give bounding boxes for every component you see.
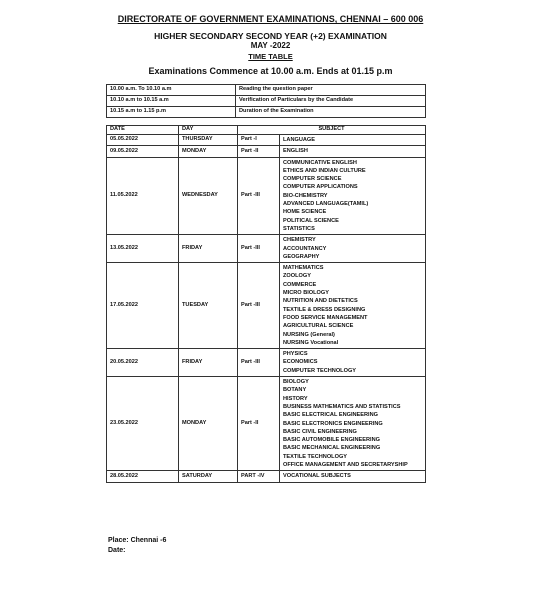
subject-item: VOCATIONAL SUBJECTS bbox=[283, 473, 351, 480]
footer-date: Date: bbox=[108, 547, 126, 554]
timetable-row bbox=[107, 349, 426, 377]
exam-date: 11.05.2022 bbox=[107, 157, 179, 235]
subject-item: POLITICAL SCIENCE bbox=[283, 217, 339, 224]
exam-date: 05.05.2022 bbox=[107, 135, 179, 146]
subject-item: ACCOUNTANCY bbox=[283, 245, 327, 252]
exam-date: 09.05.2022 bbox=[107, 146, 179, 157]
schedule-activity: Reading the question paper bbox=[236, 85, 426, 96]
exam-day: MONDAY bbox=[179, 146, 238, 157]
doc-type: TIME TABLE bbox=[248, 52, 293, 61]
timetable-row bbox=[107, 146, 426, 157]
exam-subjects bbox=[280, 263, 426, 349]
schedule-activity: Verification of Particulars by the Candidate bbox=[236, 96, 426, 107]
schedule-row bbox=[107, 85, 426, 96]
timetable-row bbox=[107, 135, 426, 146]
subject-item: STATISTICS bbox=[283, 225, 315, 232]
subject-item: COMMUNICATIVE ENGLISH bbox=[283, 159, 357, 166]
exam-subjects bbox=[280, 377, 426, 471]
exam-part: Part -III bbox=[238, 263, 280, 349]
timetable-row bbox=[107, 235, 426, 263]
col-header-subject: SUBJECT bbox=[238, 126, 426, 135]
subject-item: MICRO BIOLOGY bbox=[283, 290, 329, 297]
exam-day: THURSDAY bbox=[179, 135, 238, 146]
exam-date: 20.05.2022 bbox=[107, 349, 179, 377]
col-header-date: DATE bbox=[107, 126, 179, 135]
subject-item: OFFICE MANAGEMENT AND SECRETARYSHIP bbox=[283, 461, 408, 468]
subject-item: FOOD SERVICE MANAGEMENT bbox=[283, 314, 368, 321]
schedule-table bbox=[106, 84, 426, 118]
subject-item: ECONOMICS bbox=[283, 359, 318, 366]
schedule-row bbox=[107, 107, 426, 118]
exam-part: Part -III bbox=[238, 157, 280, 235]
subject-item: COMPUTER APPLICATIONS bbox=[283, 184, 358, 191]
exam-day: WEDNESDAY bbox=[179, 157, 238, 235]
exam-session: MAY -2022 bbox=[250, 41, 291, 50]
exam-subjects bbox=[280, 471, 426, 482]
subject-item: CHEMISTRY bbox=[283, 237, 316, 244]
subject-item: BOTANY bbox=[283, 387, 307, 394]
subject-item: GEOGRAPHY bbox=[283, 253, 320, 260]
exam-date: 28.05.2022 bbox=[107, 471, 179, 482]
subject-item: TEXTILE & DRESS DESIGNING bbox=[283, 306, 366, 313]
exam-part: PART -IV bbox=[238, 471, 280, 482]
footer bbox=[108, 536, 166, 556]
exam-date: 17.05.2022 bbox=[107, 263, 179, 349]
exam-subjects bbox=[280, 349, 426, 377]
exam-day: TUESDAY bbox=[179, 263, 238, 349]
exam-timing: Examinations Commence at 10.00 a.m. Ends at 01.15 p.m bbox=[148, 66, 393, 76]
exam-part: Part -II bbox=[238, 377, 280, 471]
subject-item: NURSING Vocational bbox=[283, 339, 339, 346]
subject-item: ADVANCED LANGUAGE(TAMIL) bbox=[283, 201, 369, 208]
timetable-row bbox=[107, 377, 426, 471]
timetable-body bbox=[107, 126, 426, 483]
exam-day: SATURDAY bbox=[179, 471, 238, 482]
footer-place: Place: Chennai -6 bbox=[108, 537, 167, 544]
exam-date: 23.05.2022 bbox=[107, 377, 179, 471]
subject-item: BIO-CHEMISTRY bbox=[283, 192, 328, 199]
schedule-activity: Duration of the Examination bbox=[236, 107, 426, 118]
schedule-row bbox=[107, 96, 426, 107]
timetable-header-row bbox=[107, 126, 426, 135]
directorate-title: DIRECTORATE OF GOVERNMENT EXAMINATIONS, CHENNAI – 600 006 bbox=[117, 14, 424, 24]
subject-item: HOME SCIENCE bbox=[283, 209, 327, 216]
schedule-time: 10.15 a.m to 1.15 p.m bbox=[107, 107, 236, 118]
schedule-time: 10.00 a.m. To 10.10 a.m bbox=[107, 85, 236, 96]
exam-part: Part -III bbox=[238, 349, 280, 377]
exam-day: MONDAY bbox=[179, 377, 238, 471]
exam-subjects bbox=[280, 135, 426, 146]
subject-item: BASIC ELECTRICAL ENGINEERING bbox=[283, 412, 378, 419]
subject-item: BASIC MECHANICAL ENGINEERING bbox=[283, 445, 381, 452]
subject-item: COMMERCE bbox=[283, 281, 317, 288]
exam-subjects bbox=[280, 235, 426, 263]
subject-item: BIOLOGY bbox=[283, 379, 309, 386]
subject-item: LANGUAGE bbox=[283, 137, 316, 143]
exam-subjects bbox=[280, 157, 426, 235]
subject-item: AGRICULTURAL SCIENCE bbox=[283, 323, 354, 330]
subject-item: BUSINESS MATHEMATICS AND STATISTICS bbox=[283, 403, 401, 410]
subject-item: BASIC AUTOMOBILE ENGINEERING bbox=[283, 437, 380, 444]
subject-item: HISTORY bbox=[283, 395, 308, 402]
subject-item: NURSING (General) bbox=[283, 331, 335, 338]
subject-item: ENGLISH bbox=[283, 148, 308, 155]
exam-part: Part -II bbox=[238, 146, 280, 157]
subject-item: BASIC CIVIL ENGINEERING bbox=[283, 428, 357, 435]
subject-item: ZOOLOGY bbox=[283, 273, 311, 280]
subject-item: BASIC ELECTRONICS ENGINEERING bbox=[283, 420, 383, 427]
exam-subjects bbox=[280, 146, 426, 157]
subject-item: ETHICS AND INDIAN CULTURE bbox=[283, 167, 366, 174]
subject-item: NUTRITION AND DIETETICS bbox=[283, 298, 358, 305]
timetable-row bbox=[107, 157, 426, 235]
exam-day: FRIDAY bbox=[179, 349, 238, 377]
exam-part: Part -III bbox=[238, 235, 280, 263]
schedule-time: 10.10 a.m to 10.15 a.m bbox=[107, 96, 236, 107]
col-header-day: DAY bbox=[179, 126, 238, 135]
exam-day: FRIDAY bbox=[179, 235, 238, 263]
subject-item: TEXTILE TECHNOLOGY bbox=[283, 453, 348, 460]
subject-item: COMPUTER SCIENCE bbox=[283, 176, 342, 183]
timetable bbox=[106, 125, 426, 483]
exam-date: 13.05.2022 bbox=[107, 235, 179, 263]
exam-part: Part -I bbox=[238, 135, 280, 146]
subject-item: MATHEMATICS bbox=[283, 265, 324, 272]
timetable-row bbox=[107, 471, 426, 482]
subject-item: PHYSICS bbox=[283, 351, 308, 358]
subject-item: COMPUTER TECHNOLOGY bbox=[283, 367, 357, 374]
exam-title: HIGHER SECONDARY SECOND YEAR (+2) EXAMINATION bbox=[154, 31, 387, 41]
timetable-row bbox=[107, 263, 426, 349]
